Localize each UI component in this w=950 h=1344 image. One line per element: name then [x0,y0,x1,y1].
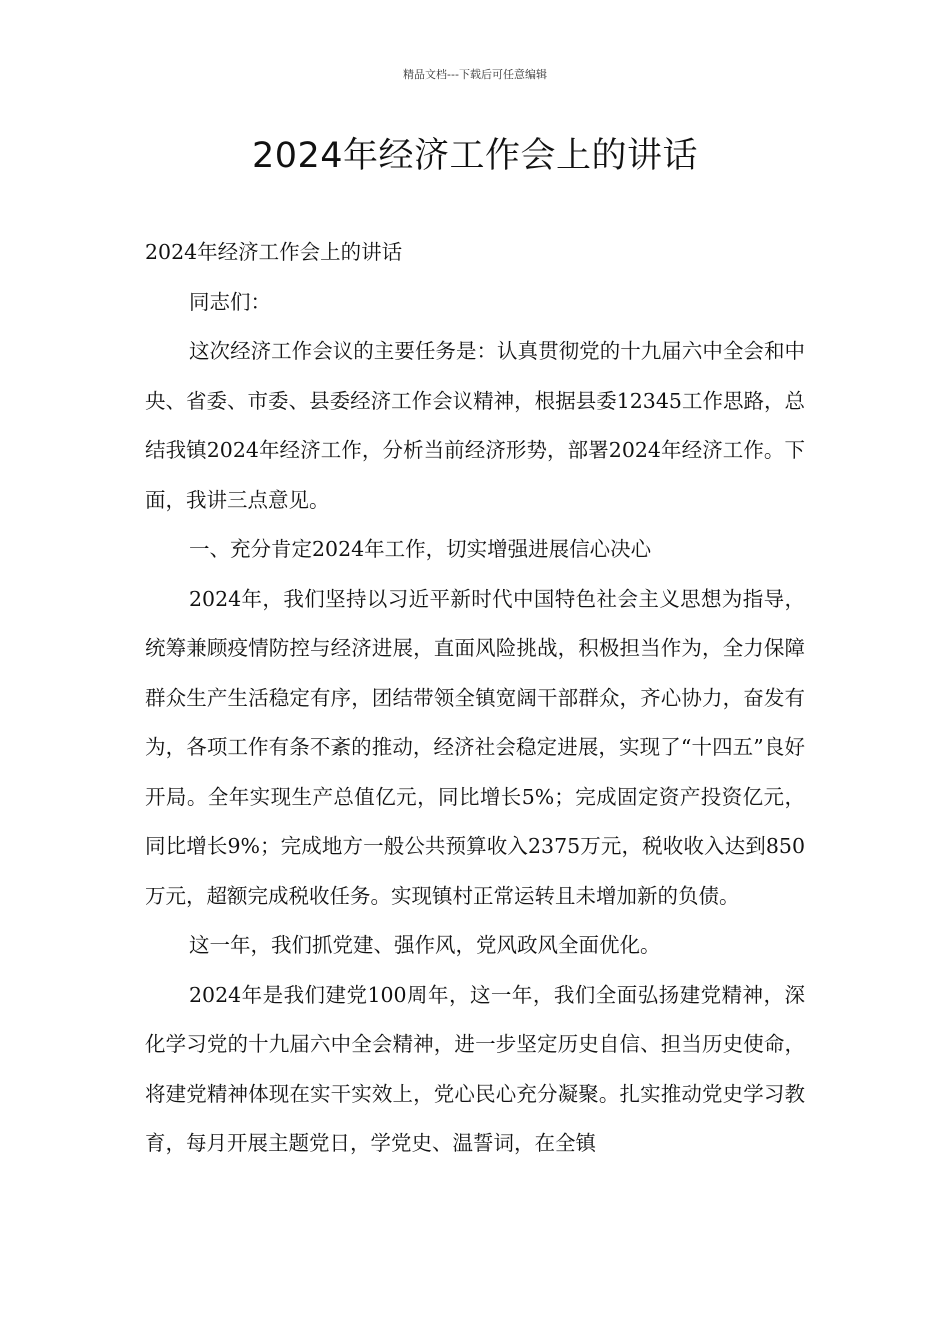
centenary-paragraph: 2024年是我们建党100周年，这一年，我们全面弘扬建党精神，深化学习党的十九届六中全会精神，进一步坚定历史自信、担当历史使命，将建党精神体现在实干实效上，党心民心充分凝聚。扎实推动党史学习教育，每月开展主题党日，学党史、温誓词，在全镇 [145,982,805,1155]
document-body [145,228,805,1169]
page-header-note: 精品文档---下载后可任意编辑 [403,68,547,81]
subtitle-paragraph: 2024年经济工作会上的讲话 [145,240,403,264]
section-heading-1: 一、充分肯定2024年工作，切实增强进展信心决心 [189,537,652,561]
document-title: 2024年经济工作会上的讲话 [251,136,699,176]
intro-paragraph: 这次经济工作会议的主要任务是：认真贯彻党的十九届六中全会和中央、省委、市委、县委经济工作会议精神，根据县委12345工作思路，总结我镇2024年经济工作，分析当前经济形势，部署2024年经济工作。下面，我讲三点意见。 [145,339,805,512]
salutation-paragraph: 同志们： [189,289,271,314]
party-building-paragraph: 这一年，我们抓党建、强作风，党风政风全面优化。 [189,933,661,957]
review-paragraph: 2024年，我们坚持以习近平新时代中国特色社会主义思想为指导，统筹兼顾疫情防控与经济进展，直面风险挑战，积极担当作为，全力保障群众生产生活稳定有序，团结带领全镇宽阔干部群众，齐心协力，奋发有为，各项工作有条不紊的推动，经济社会稳定进展，实现了“十四五”良好开局。全年实现生产总值亿元，同比增长5%；完成固定资产投资亿元，同比增长9%；完成地方一般公共预算收入2375万元，税收收入达到850万元，超额完成税收任务。实现镇村正常运转且未增加新的负债。 [145,586,805,908]
